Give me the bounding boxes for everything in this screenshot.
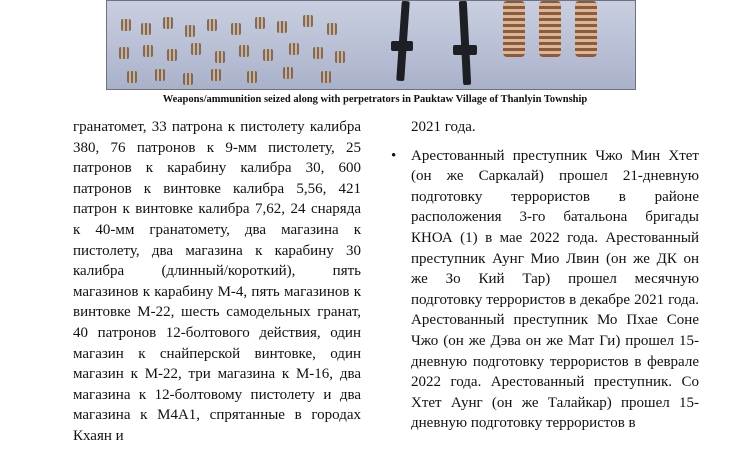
seized-weapons-photo [106,0,636,90]
right-column [389,117,699,434]
photo-caption: Weapons/ammunition seized along with perpetrators in Pauktaw Village of Thanlyin Township [162,94,588,105]
bullet-item [389,146,699,434]
right-column-lead: 2021 года. [411,119,476,135]
bullet-dot: • [391,147,397,164]
left-column-text: гранатомет, 33 патрона к пистолету калибра 380, 76 патронов к 9-мм пистолету, 25 патронов к карабину калибра 30, 600 патронов к винтовке калибра 5,56, 421 патрон к винтовке калибра 7,62, 24 снаряда к 40-мм гранатомету, два магазина к пистолету, два магазина к карабину 30 калибра (длинный/короткий), пять магазинов к карабину М-4, пять магазинов к винтовке М-22, шесть самодельных гранат, 40 патронов 12-болтового действия, один магазин к снайперской винтовке, один магазин к М-22, три магазина к М-16, два магазина к 12-болтовому пистолету и два магазина к М4А1, спрятанные в городах Кхаян и [73,119,361,444]
bullet-text: Арестованный преступник Чжо Мин Хтет (он же Саркалай) прошел 21-дневную подготовку террористов в районе расположения 3-го батальона бригады КНОА (1) в мае 2022 года. Арестованный преступник Аунг Мио Лвин (он же ДК он же Зо Кий Тар) прошел месячную подготовку террористов в декабре 2021 года. Арестованный преступник Мо Пхае Соне Чжо (он же Дэва он же Мат Ги) прошел 15-дневную подготовку террористов в феврале 2022 года. Арестованный преступник. Со Хтет Аунг (он же Талайкар) прошел 15-дневную подготовку террористов в [411,147,699,432]
left-column [73,117,361,447]
